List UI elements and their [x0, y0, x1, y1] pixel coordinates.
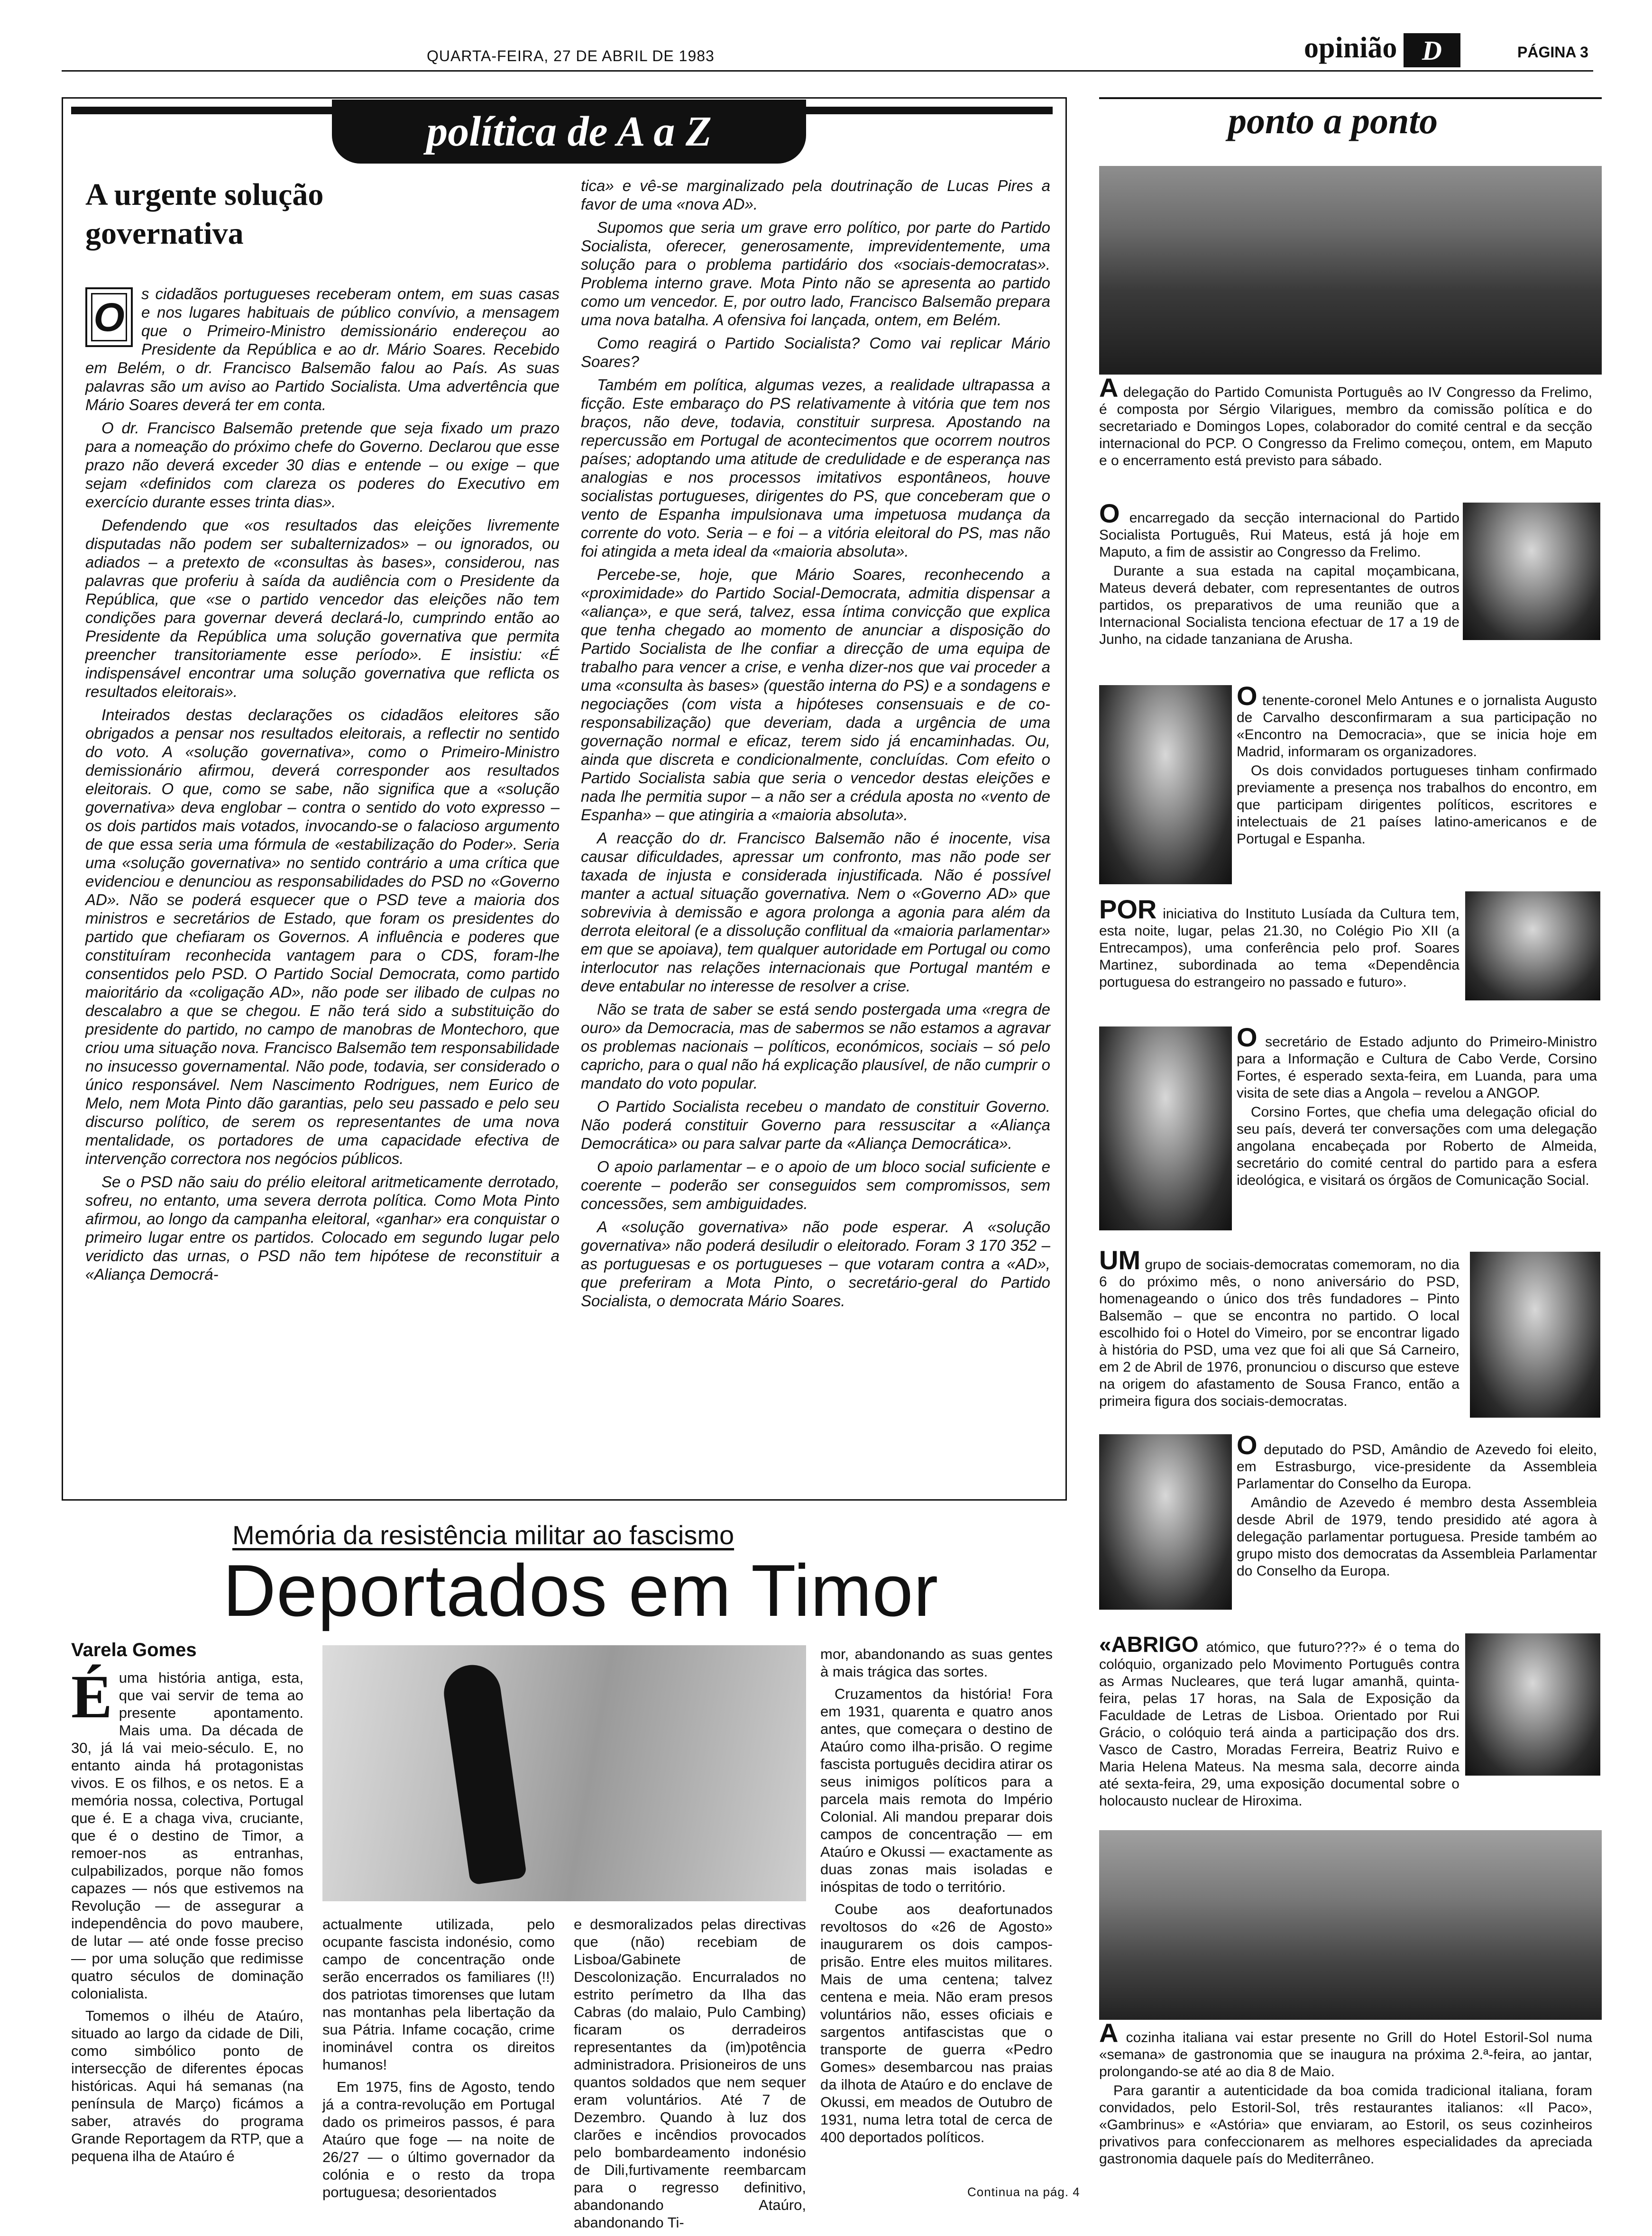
- page-date: QUARTA-FEIRA, 27 DE ABRIL DE 1983: [427, 47, 715, 64]
- timor-kicker: Memória da resistência militar ao fascismo: [232, 1520, 734, 1550]
- ponto-item-1: A delegação do Partido Comunista Português ao IV Congresso da Frelimo, é composta por Sérgio Vilarigues, membro da comissão política e do secretariado e Domingos Lopes, colaborador do comité central e da secção internacional do PCP. O Congresso da Frelimo começou, ontem, em Maputo e o encerramento está previsto para sábado.: [1099, 373, 1592, 468]
- politica-paragraph: Se o PSD não saiu do prélio eleitoral aritmeticamente derrotado, sofreu, no entanto, uma severa derrota política. Como Mota Pinto afirmou, ao longo da campanha eleitoral, «ganhar» era conquistar o primeiro lugar entre os partidos. Colocado em segundo lugar pelo veridicto das urnas, o PSD não tem hipótese de reconstituir a «Aliança Democrá-: [85, 1173, 560, 1283]
- politica-paragraph: O Partido Socialista recebeu o mandato de constituir Governo. Não poderá constituir Governo para ressuscitar a «Aliança Democrática» ou para salvar parte da «Aliança Democrática».: [581, 1098, 1050, 1152]
- newspaper-logo-icon: D: [1404, 33, 1460, 67]
- maputo-aerial-photo: [1099, 166, 1602, 375]
- page-number: PÁGINA 3: [1517, 44, 1588, 61]
- politica-paragraph: Inteirados destas declarações os cidadãos eleitores são obrigados a pensar nos resultados eleitorais, a reflectir no sentido do voto. A «solução governativa», como o Primeiro-Ministro demissionário afirmou, deverá corresponder aos resultados eleitorais. O que, como se sabe, não significa que a «solução governativa» deva englobar – contra o sentido do voto expresso – os dois partidos mais votados, invocando-se o falacioso argumento de que essa seria uma fórmula de «estabilização do Poder». Seria uma «solução governativa» no sentido contrário a uma crítica que evidenciou e denunciou as responsabilidades do PSD no «Governo AD». Não se poderá esquecer que o PSD teve a maioria dos ministros e secretários de Estado, que foram os presidentes do partido que chefiaram os Governos. A influência e poderes que constituíram reconhecida vantagem para o CDS, foram-lhe consentidos pelo PSD. O Partido Social Democrata, como partido maioritário da «coligação AD», não pode ser ilibado de culpas no descalabro a que se chegou. E não terá sido a substituição do presidente do partido, no campo de manobras de Montechoro, que criou uma situação nova. Francisco Balsemão tem responsabilidade no insucesso governamental. Não pode, todavia, ser considerado o único responsável. Nem Nascimento Rodrigues, nem Eurico de Melo, nem Mota Pinto dão garantias, pelo seu passado e pelo seu discurso político, de serem os representantes de uma nova mentalidade, os portadores de uma capacidade efectiva de intervenção correctora nos negócios públicos.: [85, 706, 560, 1167]
- soares-martinez-portrait: [1465, 891, 1600, 1000]
- ponto-item-4: POR iniciativa do Instituto Lusíada da Cultura tem, esta noite, lugar, pelas 21.30, no Colégio Pio XII (a Entrecampos), uma conferência pelo prof. Soares Martinez, subordinada ao tema «Dependência portuguesa do estrangeiro no passado e futuro».: [1099, 894, 1459, 990]
- politica-paragraph: Como reagirá o Partido Socialista? Como vai replicar Mário Soares?: [581, 334, 1050, 370]
- politica-paragraph: Supomos que seria um grave erro político, por parte do Partido Socialista, oferecer, generosamente, imprevidentemente, uma solução para o problema partidário dos «sociais-democratas». Problema interno grave. Mota Pinto não se apresenta ao partido como um vencedor. E, por outro lado, Francisco Balsemão prepara uma nova batalha. A ofensiva foi lançada, ontem, em Belém.: [581, 219, 1050, 329]
- politica-paragraph: A «solução governativa» não pode esperar. A «solução governativa» não poderá desiludir o eleitorado. Foram 3 170 352 – as portuguesas e os portugueses – que votaram contra a «AD», que preferiram a Mota Pinto, o secretário-geral do Partido Socialista, o democrata Mário Soares.: [581, 1218, 1050, 1310]
- continue-link[interactable]: Continua na pág. 4: [967, 2185, 1080, 2199]
- melo-antunes-portrait: [1099, 685, 1232, 884]
- rui-mateus-portrait: [1463, 503, 1600, 640]
- timor-dropcap: É: [71, 1663, 112, 1731]
- politica-column-2: [581, 176, 1050, 1315]
- timor-title: Deportados em Timor: [223, 1549, 939, 1631]
- header-rule: [62, 70, 1593, 72]
- ponto-item-5: O secretário de Estado adjunto do Primeiro-Ministro para a Informação e Cultura de Cabo Verde, Corsino Fortes, é esperado sexta-feira, em Luanda, para uma visita de sete dias a Angola – revelou a ANGOP. Corsino Fortes, que chefia uma delegação oficial do seu país, deverá ter conversações com uma delegação angolana encabeçada por Roberto de Almeida, secretário do comité central do partido para a esfera ideológica, e visitará os órgãos de Comunicação Social.: [1237, 1022, 1597, 1188]
- politica-paragraph: O dr. Francisco Balsemão pretende que seja fixado um prazo para a nomeação do próximo chefe do Governo. Declarou que esse prazo não deverá exceder 30 dias e entende – ou exige – que sejam «definidos com clareza os poderes do Executivo em exercício durante esses trinta dias».: [85, 419, 560, 511]
- hotel-estoril-sol-photo: [1099, 1830, 1602, 2020]
- timor-column-1: É uma história antiga, esta, que vai servir de tema ao presente apontamento. Mais uma. Da década de 30, já lá vai meio-século. E, no entanto ainda há protagonistas vivos. E os filhos, e os netos. E a memória nossa, colectiva, Portugal que é. E a chaga viva, cruciante, que é o destino de Timor, a remoer-nos as entranhas, culpabilizados, porque não fomos capazes — nós que estivemos na Revolução — de assegurar a independência do povo maubere, de lutar — até onde fosse preciso — por uma solução que redimisse quatro séculos de dominação colonialista. Tomemos o ilhéu de Ataúro, situado ao largo da cidade de Dili, como simbólico ponto de intersecção de diferentes épocas históricas. Aqui há semanas (na península de Março) ficámos a saber, através do programa Grande Reportagem da RTP, que a pequena ilha de Ataúro é: [71, 1663, 303, 2164]
- politica-paragraph: Também em política, algumas vezes, a realidade ultrapassa a ficção. Este embaraço do PS relativamente à vitória que tem nos braços, não deve, todavia, constituir surpresa. Apostando na repercussão em Portugal de acontecimentos que ocorrem noutros países; adoptando uma atitude de credulidade e de esperança nas analogias e nos processos imitativos espontâneos, houve socialistas portugueses, dirigentes do PS, que conceberam que o vento de Espanha impulsionava uma impetuosa mudança da corrente do voto. Seria – e foi – a vitória eleitoral do PS, mas não foi atingida a meta ideal da «maioria absoluta».: [581, 376, 1050, 560]
- ponto-banner: ponto a ponto: [1228, 100, 1438, 141]
- politica-paragraph: A reacção do dr. Francisco Balsemão não é inocente, visa causar dificuldades, apressar um confronto, mas não pode ser taxada de injusta e considerada injustificada. Não é possível manter a actual situação governativa. Nem o «Governo AD» que sobrevivia à demissão e agora prolonga a agonia para além da derrota eleitoral (e a dissolução conflitual da «maioria parlamentar» em que se apoiava), tem qualquer autoridade em Portugal ou como interlocutor nas relações internacionais que Portugal mantém e deve entabular no interesse de resolver a crise.: [581, 829, 1050, 995]
- rui-gracio-portrait: [1465, 1633, 1600, 1776]
- ponto-rule: [1099, 97, 1602, 99]
- timor-byline: Varela Gomes: [71, 1640, 197, 1660]
- politica-paragraph: O apoio parlamentar – e o apoio de um bloco social suficiente e coerente – poderão ser conseguidos sem compromissos, sem concessões, sem ambiguidades.: [581, 1158, 1050, 1212]
- ponto-item-7: O deputado do PSD, Amândio de Azevedo foi eleito, em Estrasburgo, vice-presidente da Assembleia Parlamentar do Conselho da Europa. Amândio de Azevedo é membro desta Assembleia desde Abril de 1979, tendo presidido até agora à delegação parlamentar portuguesa. Preside também ao grupo misto dos democratas da Assembleia Parlamentar do Conselho da Europa.: [1237, 1430, 1597, 1579]
- politica-banner: política de A a Z: [332, 100, 806, 164]
- banner-rule-left: [71, 107, 332, 114]
- banner-rule-right: [806, 107, 1053, 114]
- ponto-item-3: O tenente-coronel Melo Antunes e o jornalista Augusto de Carvalho desconfirmaram a sua participação no «Encontro na Democracia», que se inicia hoje em Madrid, informaram os organizadores. Os dois convidados portugueses tinham confirmado previamente a presença nos trabalhos do encontro, em que participam dirigentes políticos, escritores e intelectuais de 21 países latino-americanos e de Portugal e Espanha.: [1237, 681, 1597, 847]
- ponto-item-9: A cozinha italiana vai estar presente no Grill do Hotel Estoril-Sol numa «semana» de gastronomia que se inaugura na próxima 2.ª-feira, ao jantar, prolongando-se até ao dia 8 de Maio. Para garantir a autenticidade da boa comida tradicional italiana, foram convidados, pelo Estoril-Sol, três restaurantes italianos: «Il Paco», «Gambrinus» e «Astória» que enviaram, ao Estoril, os seus cozinheiros privativos para confeccionarem as melhores especialidades da apreciada gastronomia daquele país do Mediterrâneo.: [1099, 2018, 1592, 2167]
- silhouette-figure: [441, 1661, 527, 1885]
- corsino-fortes-portrait: [1099, 1026, 1232, 1230]
- timor-column-4: mor, abandonando as suas gentes à mais trágica das sortes. Cruzamentos da história! Fora em 1931, quarenta e quatro anos antes, que começara o destino de Ataúro como ilha-prisão. O regime fascista português decidira atirar os seus inimigos políticos para a parcela mais remota do Império Colonial. Ali mandou preparar dois campos de concentração — em Ataúro e Okussi — exactamente as duas zonas mais isoladas e inóspitas de todo o território. Coube aos deafortunados revoltosos do «26 de Agosto» inaugurarem os dois campos-prisão. Entre eles muitos militares. Mais de uma centena; talvez centena e meia. Não eram presos voluntários não, esses oficiais e sargentos antifascistas que o transporte de guerra «Pedro Gomes» desembarcou nas praias da ilhota de Ataúro e do enclave de Okussi, em meados de Outubro de 1931, numa letra total de cerca de 400 deportados políticos.: [820, 1646, 1053, 2145]
- ponto-item-8: «ABRIGO atómico, que futuro???» é o tema do colóquio, organizado pelo Movimento Português contra as Armas Nucleares, que terá lugar amanhã, quinta-feira, pelas 17 horas, na Sala de Exposição da Faculdade de Letras de Lisboa. Orientado por Rui Grácio, o colóquio terá ainda a participação dos drs. Vasco de Castro, Moradas Ferreira, Beatriz Ruivo e Maria Helena Mateus. Na mesma sala, decorre ainda até sexta-feira, 29, uma exposição documental sobre o holocausto nuclear de Hiroxima.: [1099, 1632, 1459, 1809]
- politica-dropcap: O: [85, 287, 133, 347]
- politica-paragraph: tica» e vê-se marginalizado pela doutrinação de Lucas Pires a favor de uma «nova AD».: [581, 177, 1050, 213]
- politica-paragraph: Percebe-se, hoje, que Mário Soares, reconhecendo a «proximidade» do Partido Social-Democrata, admitia dispensar a «aliança», e que será, talvez, essa íntima convicção que explica que tenha chegado ao momento de anunciar a disposição do Partido Socialista de lhe confiar a direcção de uma equipa de trabalho para vencer a crise, e venha dizer-nos que vai proceder a uma «consulta às bases» (questão interna do PS) e a sondagens e negociações (com vista a hipóteses consensuais e de co-responsabilização) que deveriam, dada a urgência de uma governação normal e eficaz, terem sido já encaminhadas. Ou, ainda que discreta e condicionalmente, concluídas. Com efeito o Partido Socialista sabia que seria o vencedor destas eleições e nada lhe permitia supor – a não ser a crédula aposta no «vento de Espanha» – que atingiria a «maioria absoluta».: [581, 566, 1050, 824]
- section-title: opinião: [1304, 32, 1397, 64]
- politica-paragraph: Não se trata de saber se está sendo postergada uma «regra de ouro» da Democracia, mas de sabermos se não estamos a agravar os problemas nacionais – políticos, económicos, sociais – só pelo capricho, para o qual não há explicação plausível, de não cumprir o mandato do voto popular.: [581, 1000, 1050, 1092]
- ponto-item-2: O encarregado da secção internacional do Partido Socialista Português, Rui Mateus, está já hoje em Maputo, a fim de assistir ao Congresso da Frelimo. Durante a sua estada na capital moçambicana, Mateus deverá debater, com representantes de outros partidos, os preparativos de uma reunião que a Internacional Socialista tenciona efectuar de 17 a 19 de Junho, na cidade tanzaniana de Arusha.: [1099, 498, 1459, 647]
- politica-paragraph: s cidadãos portugueses receberam ontem, em suas casas e nos lugares habituais de público convívio, a mensagem que o Primeiro-Ministro demissionário endereçou ao Presidente da República e ao dr. Mário Soares. Recebido em Belém, o dr. Francisco Balsemão falou ao País. As suas palavras são um aviso ao Partido Socialista. Uma advertência que Mário Soares deverá ter em conta.: [85, 285, 560, 413]
- amandio-de-azevedo-portrait: [1099, 1434, 1232, 1610]
- politica-paragraph: Defendendo que «os resultados das eleições livremente disputadas não podem ser subalternizados» – ou ignorados, ou adiados – a pretexto de «consultas às bases», considerou, nas palavras que proferiu à saída da audiência com o Presidente da República, que «se o partido vencedor das eleições não tem condições para governar deverá declará-lo, cumprindo então ao Presidente da República uma solução governativa que permita preencher transitoriamente esse período». E insistiu: «É indispensável encontrar uma solução governativa que reflicta os resultados eleitorais».: [85, 516, 560, 700]
- timor-column-2: actualmente utilizada, pelo ocupante fascista indonésio, como campo de concentração onde serão encerrados os familiares (!!) dos patriotas timorenses que lutam nas montanhas pela libertação da sua Pátria. Infame cocação, crime inominável contra os direitos humanos! Em 1975, fins de Agosto, tendo já a contra-revolução em Portugal dado os primeiros passos, é para Ataúro que foge — na noite de 26/27 — o último governador da colónia e o resto da tropa portuguesa; desorientados: [322, 1916, 555, 2200]
- pinto-balsemao-portrait: [1470, 1252, 1600, 1418]
- ponto-item-6: UM grupo de sociais-democratas comemoram, no dia 6 do próximo mês, o nono aniversário do PSD, homenageando o único dos três fundadores – Pinto Balsemão – que se encontra no partido. O local escolhido foi o Hotel do Vimeiro, por se encontrar ligado à história do PSD, uma vez que foi ali que Sá Carneiro, em 2 de Abril de 1976, pronunciou o discurso que esteve na origem do afastamento de Sousa Franco, então a primeira figura dos sociais-democratas.: [1099, 1245, 1459, 1409]
- politica-title: A urgente solução governativa: [85, 177, 324, 251]
- timor-column-3: e desmoralizados pelas directivas que (não) recebiam de Lisboa/Gabinete de Descolonização. Encurralados no estrito perímetro da Ilha das Cabras (do malaio, Pulo Cambing) ficaram os derradeiros representantes da (im)potência administradora. Prisioneiros de uns quantos soldados que nem sequer eram voluntários. Até 7 de Dezembro. Quando à luz dos clarões e incêndios provocados pelo bombardeamento indonésio de Dili,furtivamente reembarcam para o regresso definitivo, abandonando Ataúro, abandonando Ti-: [574, 1916, 806, 2231]
- politica-column-1: [85, 284, 560, 1288]
- ataúro-island-photo: [322, 1645, 806, 1901]
